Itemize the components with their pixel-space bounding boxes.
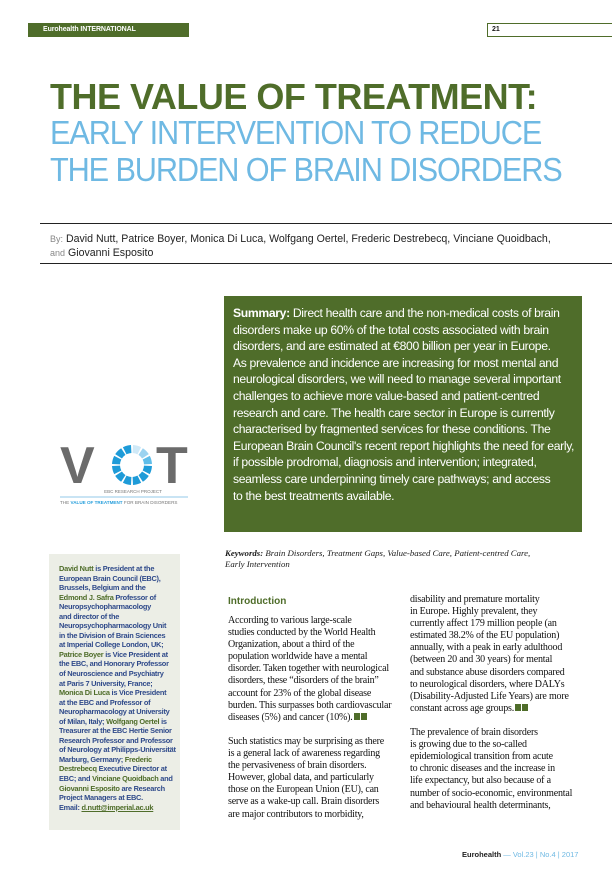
footer: Eurohealth — Vol.23 | No.4 | 2017 xyxy=(462,850,579,859)
body-text: number of socio-economic, environmental xyxy=(410,787,573,799)
title-main: THE VALUE OF TREATMENT: xyxy=(50,76,538,117)
body-line xyxy=(228,809,391,821)
bio-line: of Neurology at Philipps-Universität xyxy=(59,745,176,755)
body-text: are major contributors to morbidity, xyxy=(228,808,364,820)
reference-marker[interactable] xyxy=(361,713,367,720)
bio-line: the EBC, and Honorary Professor xyxy=(59,659,169,669)
body-text: disorder. Taken together with neurological xyxy=(228,663,389,675)
logo-ring-segment xyxy=(115,472,125,482)
body-line xyxy=(410,654,572,666)
summary-box xyxy=(224,296,582,532)
body-text: currently affect 179 million people (an xyxy=(410,618,557,630)
body-text: epidemiological transition from acute xyxy=(410,751,553,763)
body-text: and behavioural health determinants, xyxy=(410,799,551,811)
body-line xyxy=(228,796,391,808)
body-column-2 xyxy=(410,594,572,812)
svg-text:THE VALUE OF TREATMENT FOR BRA: THE VALUE OF TREATMENT FOR BRAIN DISORDERS xyxy=(60,500,178,505)
summary-text: Direct health care and the non-medical costs of brain xyxy=(289,306,560,320)
body-line xyxy=(410,667,572,679)
body-line xyxy=(410,775,572,787)
summary-line: seamless care underpinning timely care pathways; and access xyxy=(233,471,551,486)
body-text: population worldwide have a mental xyxy=(228,651,368,663)
summary-label: Summary: xyxy=(233,306,290,320)
bio-line: Project Managers at EBC. xyxy=(59,793,143,803)
vot-logo xyxy=(58,436,208,510)
bio-line: EBC; and Vinciane Quoidbach and xyxy=(59,774,173,784)
body-text: disability and premature mortality xyxy=(410,594,540,605)
body-line xyxy=(228,688,391,700)
summary-line: As prevalence and incidence are increasing for most mental and xyxy=(233,355,559,370)
body-line xyxy=(410,703,572,715)
body-text: is growing due to the so-called xyxy=(410,739,527,751)
summary-line: if possible prodromal, diagnosis and intervention; integrated, xyxy=(233,455,537,470)
body-text: constant across age groups. xyxy=(410,702,515,714)
body-line xyxy=(228,772,391,784)
body-line xyxy=(228,748,391,760)
reference-marker[interactable] xyxy=(522,704,528,711)
author-bio-box xyxy=(49,554,180,830)
body-text: to chronic diseases and the increase in xyxy=(410,763,555,775)
body-line xyxy=(228,760,391,772)
logo-ring-segment xyxy=(139,448,149,458)
body-line xyxy=(228,663,391,675)
bio-line: Neuropsychopharmacology Unit xyxy=(59,621,167,631)
divider xyxy=(40,223,612,224)
bio-email xyxy=(59,803,180,813)
bio-line: at Paris 7 University, France; xyxy=(59,678,153,688)
body-line xyxy=(228,712,391,724)
body-line xyxy=(410,618,572,630)
bio-line: in the Division of Brain Sciences xyxy=(59,630,166,640)
body-text: diseases (5%) and cancer (10%). xyxy=(228,711,353,723)
title-sub-line1: EARLY INTERVENTION TO REDUCE xyxy=(50,114,542,151)
body-line xyxy=(410,606,572,618)
summary-line: to the best treatments available. xyxy=(233,488,395,503)
svg-text:EBC RESEARCH PROJECT: EBC RESEARCH PROJECT xyxy=(104,489,162,494)
body-text: However, global data, and particularly xyxy=(228,772,374,784)
body-text: The prevalence of brain disorders xyxy=(410,727,538,739)
body-line xyxy=(228,651,391,663)
bio-line: Patrice Boyer is Vice President at xyxy=(59,649,168,659)
body-text: (Disability-Adjusted Life Years) are more xyxy=(410,690,569,702)
body-text: (between 20 and 30 years) for mental xyxy=(410,654,553,666)
body-line xyxy=(410,739,572,751)
summary-line: research and care. The health care sector in Europe is currently xyxy=(233,405,555,420)
reference-marker[interactable] xyxy=(515,704,521,711)
body-line xyxy=(228,615,391,627)
logo-ring xyxy=(112,445,152,485)
body-text: disorders, these “disorders of the brain” xyxy=(228,675,379,687)
bio-line: Neuropharmacology at University xyxy=(59,707,170,717)
bio-line: Treasurer at the EBC Hertie Senior xyxy=(59,726,172,736)
bio-line: at Imperial College London, UK; xyxy=(59,640,164,650)
bio-line: of Neuroscience and Psychiatry xyxy=(59,669,164,679)
body-text: estimated 38.2% of the EU population) xyxy=(410,630,560,642)
logo-ring-segment xyxy=(115,448,125,458)
body-text: life expectancy, but also because of a xyxy=(410,775,551,787)
reference-marker[interactable] xyxy=(354,713,360,720)
summary-line: neurological disorders, we will need to manage several important xyxy=(233,372,561,387)
body-line xyxy=(228,627,391,639)
body-text: Such statistics may be surprising as there xyxy=(228,735,385,747)
body-line xyxy=(410,727,572,739)
keywords: Keywords: Brain Disorders, Treatment Gaps, Value-based Care, Patient-centred Care, Early Intervention xyxy=(225,548,531,569)
body-text: in Europe. Highly prevalent, they xyxy=(410,606,538,618)
body-text: to neurological disorders, where DALYs xyxy=(410,678,565,690)
bio-line: of Milan, Italy; Wolfgang Oertel is xyxy=(59,716,167,726)
body-text: account for 23% of the global disease xyxy=(228,687,372,699)
body-line xyxy=(228,736,391,748)
title-sub-line2: THE BURDEN OF BRAIN DISORDERS xyxy=(50,151,562,188)
page-number: 21 xyxy=(487,23,612,37)
body-text: burden. This surpasses both cardiovascular xyxy=(228,699,392,711)
body-text: According to various large-scale xyxy=(228,615,352,626)
body-line xyxy=(410,788,572,800)
body-text: the pervasiveness of brain disorders. xyxy=(228,760,367,772)
body-line xyxy=(410,594,572,606)
svg-text:T: T xyxy=(156,437,188,495)
divider xyxy=(40,263,612,264)
body-line xyxy=(410,800,572,812)
body-line xyxy=(228,784,391,796)
email-label: Email: xyxy=(59,802,82,812)
body-line xyxy=(410,763,572,775)
bio-line: Marburg, Germany; Frederic xyxy=(59,754,152,764)
section-heading-introduction: Introduction xyxy=(228,596,287,607)
bio-line: at the EBC and Professor of xyxy=(59,697,151,707)
body-text: serve as a wake-up call. Brain disorders xyxy=(228,796,380,808)
body-line xyxy=(228,675,391,687)
body-line xyxy=(410,630,572,642)
body-line xyxy=(410,751,572,763)
authors: By: David Nutt, Patrice Boyer, Monica Di Luca, Wolfgang Oertel, Frederic Destrebecq, Vinciane Quoidbach, and Giovanni Esposito xyxy=(50,233,551,259)
email-link[interactable]: d.nutt@imperial.ac.uk xyxy=(81,802,154,812)
bio-line: Research Professor and Professor xyxy=(59,735,173,745)
body-text: is a general lack of awareness regarding xyxy=(228,748,380,760)
summary-line: disorders make up 60% of the total costs associated with brain xyxy=(233,322,549,337)
body-line xyxy=(410,642,572,654)
body-text: studies conducted by the World Health xyxy=(228,627,376,639)
body-text: and substance abuse disorders compared xyxy=(410,666,565,678)
body-line xyxy=(410,679,572,691)
logo-ring-segment xyxy=(139,472,149,482)
summary-line: disorders, and are estimated at €800 billion per year in Europe. xyxy=(233,339,551,354)
summary-line: challenges to achieve more value-based and patient-centred xyxy=(233,388,540,403)
body-text: Organization, about a third of the xyxy=(228,639,355,651)
bio-line: Edmond J. Safra Professor of xyxy=(59,592,156,602)
svg-text:V: V xyxy=(60,437,95,495)
body-line xyxy=(410,715,572,727)
body-column-1 xyxy=(228,615,391,821)
bio-line: David Nutt is President at the xyxy=(59,564,155,573)
body-line xyxy=(410,691,572,703)
bio-line: and director of the xyxy=(59,611,120,621)
body-text: annually, with a peak in early adulthood xyxy=(410,642,563,654)
bio-line: Brussels, Belgium and the xyxy=(59,583,146,593)
summary-line xyxy=(233,305,576,322)
body-line xyxy=(228,639,391,651)
summary-line: European Brain Council's recent report highlights the need for early, xyxy=(233,438,575,453)
section-header: Eurohealth INTERNATIONAL xyxy=(28,23,189,37)
bio-line: Neuropsychopharmacology xyxy=(59,602,151,612)
bio-line: Giovanni Esposito are Research xyxy=(59,783,165,793)
body-line xyxy=(228,700,391,712)
body-line xyxy=(228,724,391,736)
bio-line: Monica Di Luca is Vice President xyxy=(59,688,167,698)
body-text: those on the European Union (EU), can xyxy=(228,784,379,796)
bio-line: Destrebecq Executive Director at xyxy=(59,764,167,774)
summary-line: characterised by fragmented services for these conditions. The xyxy=(233,422,551,437)
bio-line: European Brain Council (EBC), xyxy=(59,573,161,583)
